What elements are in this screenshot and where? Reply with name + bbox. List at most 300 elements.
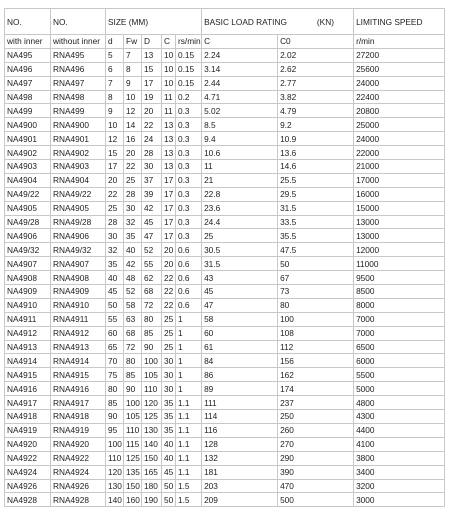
cell-bore-d: 9 <box>106 104 124 118</box>
cell-model-without-inner: RNA4910 <box>51 298 106 312</box>
cell-load-C0: 80 <box>278 298 354 312</box>
cell-fw: 80 <box>124 354 142 368</box>
cell-outer-D: 28 <box>142 146 162 160</box>
cell-load-C: 181 <box>202 465 278 479</box>
cell-width-C: 50 <box>162 493 176 507</box>
cell-fw: 115 <box>124 437 142 451</box>
cell-load-C0: 67 <box>278 271 354 285</box>
cell-model-without-inner: RNA4903 <box>51 160 106 174</box>
cell-load-C: 43 <box>202 271 278 285</box>
cell-width-C: 11 <box>162 104 176 118</box>
cell-load-C0: 260 <box>278 423 354 437</box>
cell-bore-d: 5 <box>106 48 124 62</box>
cell-outer-D: 37 <box>142 173 162 187</box>
cell-outer-D: 105 <box>142 368 162 382</box>
cell-load-C0: 4.79 <box>278 104 354 118</box>
cell-model-without-inner: RNA4917 <box>51 396 106 410</box>
cell-width-C: 17 <box>162 201 176 215</box>
cell-load-C: 116 <box>202 423 278 437</box>
cell-width-C: 45 <box>162 465 176 479</box>
cell-bore-d: 12 <box>106 132 124 146</box>
cell-outer-D: 39 <box>142 187 162 201</box>
cell-load-C0: 270 <box>278 437 354 451</box>
cell-load-C: 111 <box>202 396 278 410</box>
cell-load-C0: 470 <box>278 479 354 493</box>
cell-bore-d: 65 <box>106 340 124 354</box>
cell-fw: 25 <box>124 173 142 187</box>
cell-model-with-inner: NA4916 <box>5 382 51 396</box>
cell-load-C0: 174 <box>278 382 354 396</box>
table-row <box>5 368 445 382</box>
cell-fw: 10 <box>124 90 142 104</box>
cell-width-C: 20 <box>162 257 176 271</box>
cell-speed: 24000 <box>354 132 445 146</box>
cell-bore-d: 25 <box>106 201 124 215</box>
cell-bore-d: 95 <box>106 423 124 437</box>
subheader-r-min: r/min <box>354 35 445 49</box>
cell-speed: 7000 <box>354 312 445 326</box>
cell-rs-min: 1.1 <box>176 396 202 410</box>
cell-outer-D: 62 <box>142 271 162 285</box>
cell-model-without-inner: RNA4919 <box>51 423 106 437</box>
cell-load-C: 5.02 <box>202 104 278 118</box>
cell-load-C: 89 <box>202 382 278 396</box>
cell-load-C0: 2.62 <box>278 62 354 76</box>
table-row <box>5 437 445 451</box>
cell-outer-D: 180 <box>142 479 162 493</box>
cell-model-without-inner: RNA4918 <box>51 410 106 424</box>
cell-outer-D: 55 <box>142 257 162 271</box>
cell-model-with-inner: NA495 <box>5 48 51 62</box>
table-row <box>5 146 445 160</box>
cell-width-C: 11 <box>162 90 176 104</box>
cell-model-with-inner: NA4913 <box>5 340 51 354</box>
cell-load-C: 84 <box>202 354 278 368</box>
cell-fw: 35 <box>124 229 142 243</box>
cell-rs-min: 1.1 <box>176 410 202 424</box>
cell-rs-min: 0.3 <box>176 146 202 160</box>
cell-width-C: 30 <box>162 354 176 368</box>
cell-width-C: 13 <box>162 146 176 160</box>
cell-rs-min: 0.6 <box>176 257 202 271</box>
cell-load-C: 22.8 <box>202 187 278 201</box>
cell-model-without-inner: RNA4915 <box>51 368 106 382</box>
cell-model-with-inner: NA4924 <box>5 465 51 479</box>
cell-load-C0: 500 <box>278 493 354 507</box>
cell-width-C: 40 <box>162 437 176 451</box>
cell-model-with-inner: NA4901 <box>5 132 51 146</box>
cell-width-C: 25 <box>162 326 176 340</box>
cell-outer-D: 120 <box>142 396 162 410</box>
cell-fw: 90 <box>124 382 142 396</box>
cell-width-C: 35 <box>162 396 176 410</box>
cell-model-without-inner: RNA4911 <box>51 312 106 326</box>
cell-load-C: 4.71 <box>202 90 278 104</box>
cell-width-C: 35 <box>162 423 176 437</box>
cell-fw: 20 <box>124 146 142 160</box>
cell-load-C: 21 <box>202 173 278 187</box>
cell-load-C: 10.6 <box>202 146 278 160</box>
cell-model-with-inner: NA49/22 <box>5 187 51 201</box>
cell-model-with-inner: NA4926 <box>5 479 51 493</box>
cell-model-without-inner: RNA499 <box>51 104 106 118</box>
cell-model-with-inner: NA4922 <box>5 451 51 465</box>
cell-load-C0: 50 <box>278 257 354 271</box>
cell-speed: 21000 <box>354 160 445 174</box>
cell-bore-d: 20 <box>106 173 124 187</box>
cell-model-without-inner: RNA4901 <box>51 132 106 146</box>
cell-bore-d: 140 <box>106 493 124 507</box>
cell-fw: 52 <box>124 285 142 299</box>
cell-model-without-inner: RNA4928 <box>51 493 106 507</box>
cell-outer-D: 42 <box>142 201 162 215</box>
cell-load-C0: 112 <box>278 340 354 354</box>
cell-bore-d: 85 <box>106 396 124 410</box>
cell-outer-D: 20 <box>142 104 162 118</box>
cell-model-without-inner: RNA49/22 <box>51 187 106 201</box>
cell-model-without-inner: RNA4926 <box>51 479 106 493</box>
table-row <box>5 493 445 507</box>
cell-model-without-inner: RNA497 <box>51 76 106 90</box>
cell-outer-D: 47 <box>142 229 162 243</box>
cell-outer-D: 130 <box>142 423 162 437</box>
cell-model-with-inner: NA4928 <box>5 493 51 507</box>
table-row <box>5 396 445 410</box>
subheader-fw: Fw <box>124 35 142 49</box>
cell-bore-d: 17 <box>106 160 124 174</box>
cell-model-without-inner: RNA4900 <box>51 118 106 132</box>
cell-fw: 42 <box>124 257 142 271</box>
cell-model-with-inner: NA4907 <box>5 257 51 271</box>
table-row <box>5 451 445 465</box>
table-row <box>5 382 445 396</box>
cell-fw: 68 <box>124 326 142 340</box>
cell-model-with-inner: NA4917 <box>5 396 51 410</box>
cell-outer-D: 52 <box>142 243 162 257</box>
subheader-D: D <box>142 35 162 49</box>
cell-load-C: 203 <box>202 479 278 493</box>
table-row <box>5 312 445 326</box>
table-row <box>5 229 445 243</box>
cell-load-C: 114 <box>202 410 278 424</box>
cell-fw: 9 <box>124 76 142 90</box>
cell-bore-d: 130 <box>106 479 124 493</box>
cell-fw: 12 <box>124 104 142 118</box>
cell-model-without-inner: RNA4905 <box>51 201 106 215</box>
cell-outer-D: 19 <box>142 90 162 104</box>
cell-fw: 135 <box>124 465 142 479</box>
cell-fw: 40 <box>124 243 142 257</box>
cell-model-without-inner: RNA495 <box>51 48 106 62</box>
cell-width-C: 17 <box>162 187 176 201</box>
table-row <box>5 187 445 201</box>
table-row <box>5 298 445 312</box>
cell-bore-d: 50 <box>106 298 124 312</box>
cell-load-C0: 73 <box>278 285 354 299</box>
cell-rs-min: 1 <box>176 312 202 326</box>
cell-model-without-inner: RNA4906 <box>51 229 106 243</box>
cell-speed: 20800 <box>354 104 445 118</box>
cell-rs-min: 0.2 <box>176 90 202 104</box>
cell-bore-d: 90 <box>106 410 124 424</box>
cell-width-C: 20 <box>162 243 176 257</box>
cell-fw: 105 <box>124 410 142 424</box>
cell-model-with-inner: NA4912 <box>5 326 51 340</box>
cell-speed: 8000 <box>354 298 445 312</box>
header-size: SIZE (MM) <box>106 9 202 35</box>
cell-load-C0: 47.5 <box>278 243 354 257</box>
cell-load-C0: 2.77 <box>278 76 354 90</box>
cell-load-C0: 290 <box>278 451 354 465</box>
cell-outer-D: 140 <box>142 437 162 451</box>
cell-speed: 3400 <box>354 465 445 479</box>
cell-outer-D: 68 <box>142 285 162 299</box>
cell-model-with-inner: NA4908 <box>5 271 51 285</box>
cell-width-C: 10 <box>162 62 176 76</box>
cell-width-C: 50 <box>162 479 176 493</box>
header-load-unit: (KN) <box>316 16 334 27</box>
cell-bore-d: 75 <box>106 368 124 382</box>
cell-model-with-inner: NA496 <box>5 62 51 76</box>
cell-model-with-inner: NA4920 <box>5 437 51 451</box>
cell-bore-d: 6 <box>106 62 124 76</box>
cell-width-C: 10 <box>162 48 176 62</box>
cell-speed: 24000 <box>354 76 445 90</box>
cell-model-with-inner: NA4905 <box>5 201 51 215</box>
cell-outer-D: 30 <box>142 160 162 174</box>
cell-rs-min: 0.3 <box>176 173 202 187</box>
table-row <box>5 423 445 437</box>
cell-load-C0: 29.5 <box>278 187 354 201</box>
cell-speed: 13000 <box>354 215 445 229</box>
cell-rs-min: 0.15 <box>176 62 202 76</box>
cell-width-C: 13 <box>162 132 176 146</box>
table-row <box>5 160 445 174</box>
cell-outer-D: 80 <box>142 312 162 326</box>
cell-model-with-inner: NA4911 <box>5 312 51 326</box>
cell-model-with-inner: NA4900 <box>5 118 51 132</box>
cell-load-C0: 13.6 <box>278 146 354 160</box>
cell-outer-D: 90 <box>142 340 162 354</box>
cell-speed: 17000 <box>354 173 445 187</box>
subheader-d: d <box>106 35 124 49</box>
cell-fw: 85 <box>124 368 142 382</box>
cell-width-C: 17 <box>162 229 176 243</box>
cell-load-C: 3.14 <box>202 62 278 76</box>
cell-load-C0: 250 <box>278 410 354 424</box>
cell-model-without-inner: RNA4908 <box>51 271 106 285</box>
cell-rs-min: 1 <box>176 382 202 396</box>
cell-speed: 4400 <box>354 423 445 437</box>
cell-bore-d: 15 <box>106 146 124 160</box>
cell-fw: 110 <box>124 423 142 437</box>
table-row <box>5 62 445 76</box>
cell-bore-d: 100 <box>106 437 124 451</box>
cell-outer-D: 15 <box>142 62 162 76</box>
cell-load-C0: 35.5 <box>278 229 354 243</box>
cell-speed: 3000 <box>354 493 445 507</box>
table-row <box>5 271 445 285</box>
table-row <box>5 465 445 479</box>
table-row <box>5 90 445 104</box>
table-row <box>5 201 445 215</box>
header-load-label: BASIC LOAD RATING <box>204 16 287 27</box>
cell-bore-d: 55 <box>106 312 124 326</box>
cell-speed: 6000 <box>354 354 445 368</box>
table-row <box>5 104 445 118</box>
cell-outer-D: 125 <box>142 410 162 424</box>
cell-model-without-inner: RNA498 <box>51 90 106 104</box>
cell-model-with-inner: NA4906 <box>5 229 51 243</box>
cell-model-with-inner: NA49/32 <box>5 243 51 257</box>
cell-speed: 13000 <box>354 229 445 243</box>
table-row <box>5 354 445 368</box>
cell-bore-d: 40 <box>106 271 124 285</box>
table-row <box>5 48 445 62</box>
cell-rs-min: 0.6 <box>176 298 202 312</box>
cell-rs-min: 0.3 <box>176 201 202 215</box>
cell-width-C: 35 <box>162 410 176 424</box>
cell-speed: 4100 <box>354 437 445 451</box>
cell-model-without-inner: RNA49/32 <box>51 243 106 257</box>
cell-outer-D: 13 <box>142 48 162 62</box>
cell-load-C: 31.5 <box>202 257 278 271</box>
cell-model-with-inner: NA4902 <box>5 146 51 160</box>
cell-load-C: 2.24 <box>202 48 278 62</box>
cell-speed: 25600 <box>354 62 445 76</box>
cell-bore-d: 30 <box>106 229 124 243</box>
cell-load-C0: 33.5 <box>278 215 354 229</box>
cell-outer-D: 100 <box>142 354 162 368</box>
cell-model-without-inner: RNA4912 <box>51 326 106 340</box>
table-row <box>5 257 445 271</box>
cell-load-C: 58 <box>202 312 278 326</box>
cell-load-C0: 3.82 <box>278 90 354 104</box>
cell-rs-min: 1.5 <box>176 493 202 507</box>
header-basic-load-rating <box>202 9 354 35</box>
cell-load-C: 24.4 <box>202 215 278 229</box>
cell-rs-min: 0.3 <box>176 104 202 118</box>
cell-width-C: 40 <box>162 451 176 465</box>
cell-bore-d: 22 <box>106 187 124 201</box>
cell-model-with-inner: NA4904 <box>5 173 51 187</box>
cell-rs-min: 0.15 <box>176 48 202 62</box>
cell-load-C: 45 <box>202 285 278 299</box>
cell-load-C: 30.5 <box>202 243 278 257</box>
subheader-static-load-C0: C0 <box>278 35 354 49</box>
cell-load-C: 47 <box>202 298 278 312</box>
cell-width-C: 25 <box>162 312 176 326</box>
table-body <box>5 9 445 507</box>
cell-speed: 22000 <box>354 146 445 160</box>
cell-load-C: 61 <box>202 340 278 354</box>
cell-load-C0: 156 <box>278 354 354 368</box>
cell-fw: 48 <box>124 271 142 285</box>
cell-outer-D: 85 <box>142 326 162 340</box>
cell-speed: 5500 <box>354 368 445 382</box>
cell-model-with-inner: NA49/28 <box>5 215 51 229</box>
bearing-spec-table <box>4 8 445 507</box>
header-row-sub <box>5 35 445 49</box>
cell-fw: 100 <box>124 396 142 410</box>
subheader-with-inner: with inner <box>5 35 51 49</box>
cell-fw: 58 <box>124 298 142 312</box>
table-row <box>5 173 445 187</box>
cell-outer-D: 110 <box>142 382 162 396</box>
table-row <box>5 340 445 354</box>
cell-width-C: 22 <box>162 285 176 299</box>
cell-load-C: 25 <box>202 229 278 243</box>
cell-model-with-inner: NA4919 <box>5 423 51 437</box>
table-row <box>5 243 445 257</box>
cell-fw: 150 <box>124 479 142 493</box>
cell-load-C: 60 <box>202 326 278 340</box>
cell-rs-min: 1 <box>176 340 202 354</box>
cell-bore-d: 35 <box>106 257 124 271</box>
cell-width-C: 17 <box>162 215 176 229</box>
cell-model-without-inner: RNA4914 <box>51 354 106 368</box>
cell-bore-d: 45 <box>106 285 124 299</box>
table-row <box>5 479 445 493</box>
cell-bore-d: 28 <box>106 215 124 229</box>
cell-outer-D: 45 <box>142 215 162 229</box>
cell-fw: 8 <box>124 62 142 76</box>
cell-bore-d: 110 <box>106 451 124 465</box>
cell-model-with-inner: NA4909 <box>5 285 51 299</box>
cell-rs-min: 0.3 <box>176 132 202 146</box>
cell-speed: 5000 <box>354 382 445 396</box>
cell-speed: 9500 <box>354 271 445 285</box>
cell-load-C0: 108 <box>278 326 354 340</box>
cell-bore-d: 80 <box>106 382 124 396</box>
cell-fw: 32 <box>124 215 142 229</box>
cell-fw: 28 <box>124 187 142 201</box>
cell-width-C: 10 <box>162 76 176 90</box>
cell-rs-min: 0.15 <box>176 76 202 90</box>
cell-load-C0: 237 <box>278 396 354 410</box>
cell-rs-min: 0.3 <box>176 215 202 229</box>
cell-outer-D: 72 <box>142 298 162 312</box>
cell-model-with-inner: NA4903 <box>5 160 51 174</box>
cell-load-C: 128 <box>202 437 278 451</box>
bearing-spec-table-container <box>4 8 444 507</box>
cell-fw: 63 <box>124 312 142 326</box>
table-row <box>5 76 445 90</box>
cell-load-C: 86 <box>202 368 278 382</box>
cell-load-C: 23.6 <box>202 201 278 215</box>
cell-rs-min: 1.1 <box>176 465 202 479</box>
cell-fw: 72 <box>124 340 142 354</box>
cell-bore-d: 10 <box>106 118 124 132</box>
cell-load-C: 11 <box>202 160 278 174</box>
cell-load-C0: 2.02 <box>278 48 354 62</box>
cell-speed: 3200 <box>354 479 445 493</box>
cell-rs-min: 0.6 <box>176 271 202 285</box>
cell-rs-min: 1.1 <box>176 437 202 451</box>
cell-rs-min: 0.6 <box>176 285 202 299</box>
table-row <box>5 285 445 299</box>
cell-load-C0: 390 <box>278 465 354 479</box>
cell-model-without-inner: RNA4909 <box>51 285 106 299</box>
cell-width-C: 22 <box>162 298 176 312</box>
cell-speed: 22400 <box>354 90 445 104</box>
cell-model-without-inner: RNA49/28 <box>51 215 106 229</box>
cell-bore-d: 70 <box>106 354 124 368</box>
cell-speed: 3800 <box>354 451 445 465</box>
cell-model-without-inner: RNA4920 <box>51 437 106 451</box>
cell-model-without-inner: RNA4922 <box>51 451 106 465</box>
cell-outer-D: 165 <box>142 465 162 479</box>
